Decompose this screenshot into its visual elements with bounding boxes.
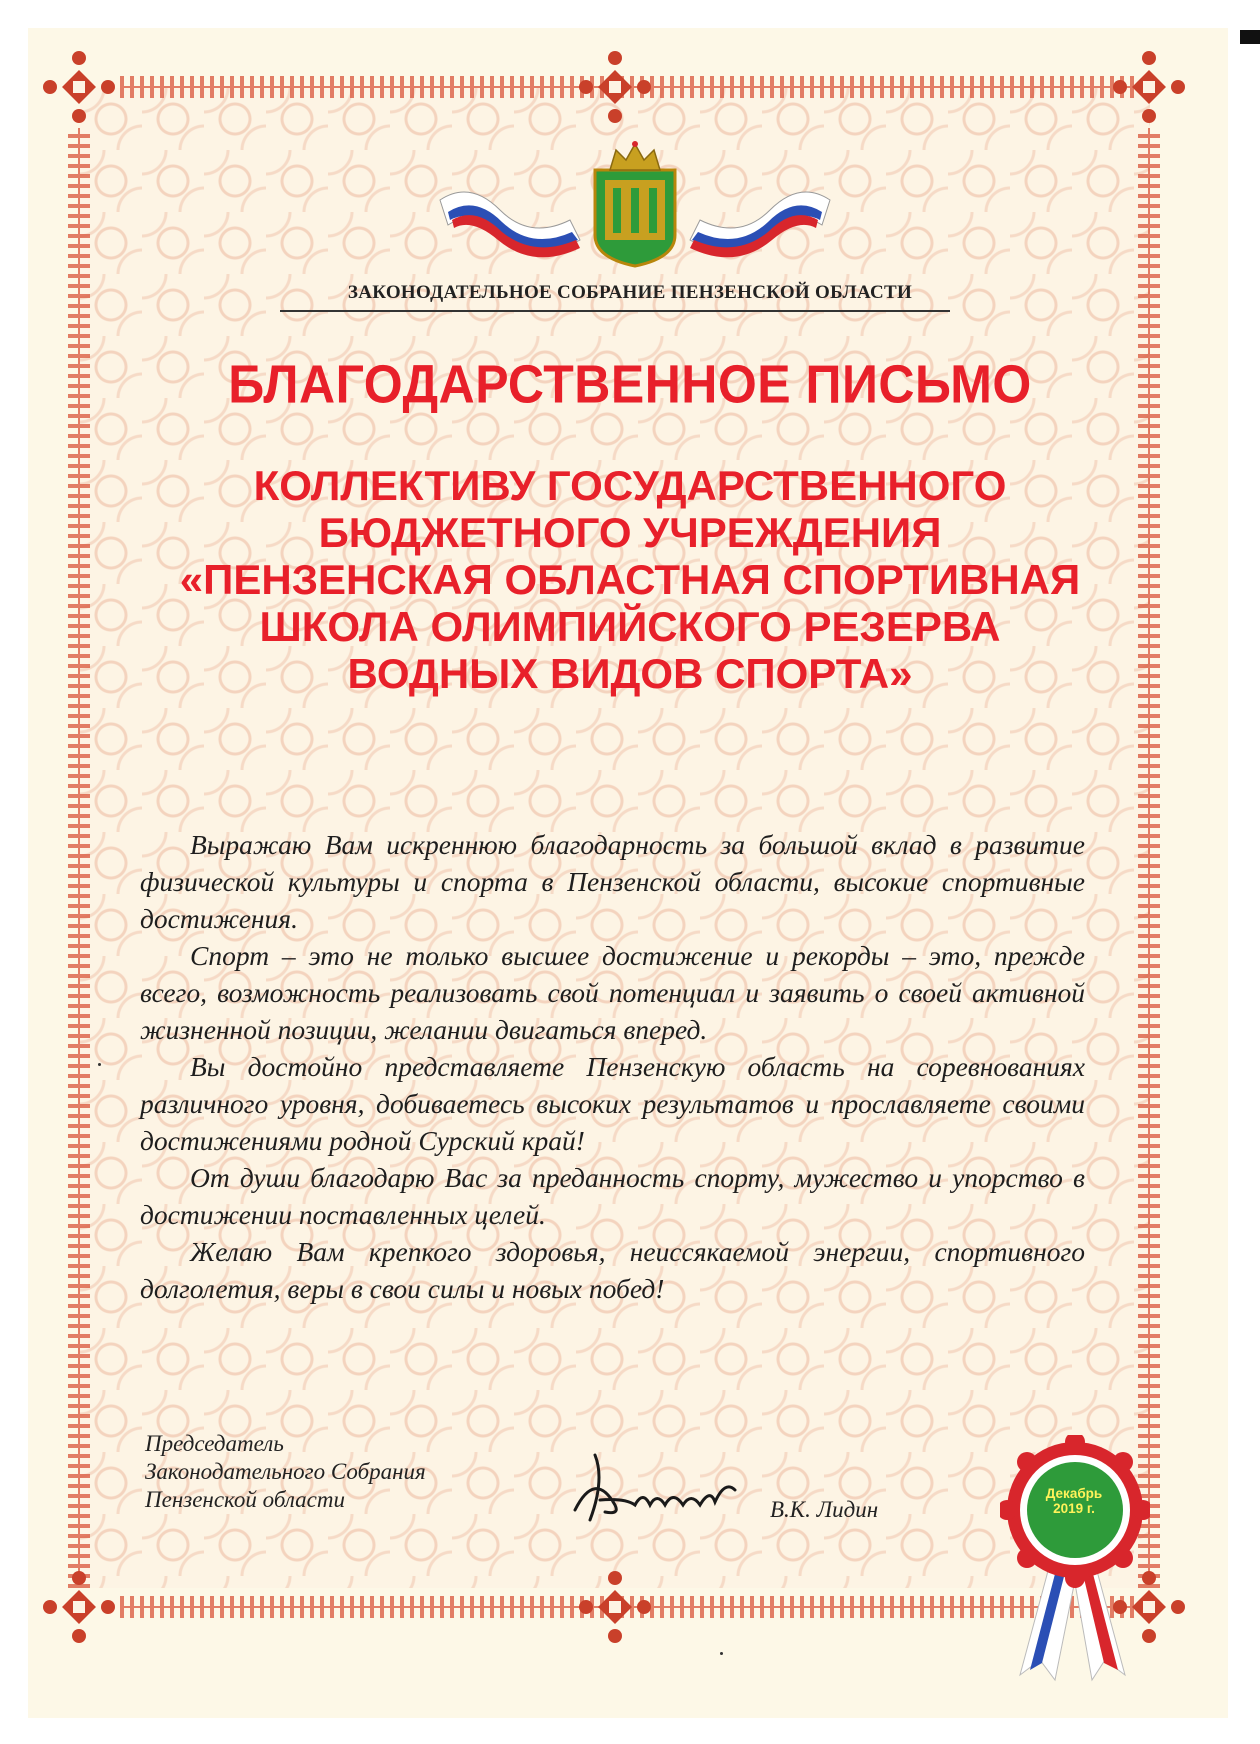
body-paragraph: Желаю Вам крепкого здоровья, неиссякаемой энергии, спортивного долголетия, веры в свои силы и новых побед! — [140, 1236, 1085, 1304]
top-center-ornament-icon — [578, 50, 652, 124]
border-right — [1138, 128, 1160, 1588]
body-paragraph: Спорт – это не только высшее достижение и рекорды – это, прежде всего, возможность реализовать свой потенциал и заявить о своей активной жизненной позиции, желании двигаться вперед. — [140, 940, 1085, 1045]
scan-speck — [98, 1063, 101, 1066]
letter-body — [140, 826, 1085, 1307]
scan-speck — [720, 1652, 723, 1655]
border-left — [68, 128, 90, 1588]
recipient-line: «ПЕНЗЕНСКАЯ ОБЛАСТНАЯ СПОРТИВНАЯ — [179, 556, 1081, 603]
recipient-line: ШКОЛА ОЛИМПИЙСКОГО РЕЗЕРВА — [259, 603, 1001, 650]
signatory-name: В.К. Лидин — [770, 1497, 879, 1522]
signatory-title — [145, 1430, 426, 1514]
coat-of-arms-emblem-icon — [430, 140, 840, 270]
corner-ornament-icon — [42, 50, 116, 124]
body-paragraph: Вы достойно представляете Пензенскую область на соревнованиях различного уровня, добиваетесь высоких результатов и прославляете своими достижениями родной Сурский край! — [140, 1051, 1085, 1156]
document-title: БЛАГОДАРСТВЕННОЕ ПИСЬМО — [228, 353, 1032, 415]
corner-ornament-icon — [1112, 50, 1186, 124]
organization-divider — [280, 310, 950, 312]
recipient-line: КОЛЛЕКТИВУ ГОСУДАРСТВЕННОГО — [253, 462, 1007, 509]
recipient-line: ВОДНЫХ ВИДОВ СПОРТА» — [347, 650, 913, 697]
signatory-title-line: Председатель — [145, 1431, 284, 1456]
rosette-label — [1034, 1486, 1114, 1516]
organization-name: ЗАКОНОДАТЕЛЬНОЕ СОБРАНИЕ ПЕНЗЕНСКОЙ ОБЛАСТИ — [347, 282, 913, 303]
body-paragraph: От души благодарю Вас за преданность спорту, мужество и упорство в достижении поставленных целей. — [140, 1162, 1085, 1230]
signatory-title-line: Пензенской области — [145, 1487, 345, 1512]
rosette-badge-icon — [1000, 1435, 1150, 1685]
signatory-title-line: Законодательного Собрания — [145, 1459, 426, 1484]
recipient-block — [100, 462, 1160, 697]
body-paragraph: Выражаю Вам искреннюю благодарность за большой вклад в развитие физической культуры и спорта в Пензенской области, высокие спортивные достижения. — [140, 829, 1085, 934]
handwritten-signature-icon — [565, 1450, 745, 1530]
recipient-line: БЮДЖЕТНОГО УЧРЕЖДЕНИЯ — [318, 509, 942, 556]
corner-ornament-icon — [42, 1570, 116, 1644]
rosette-month: Декабрь — [1045, 1486, 1103, 1501]
bottom-center-ornament-icon — [578, 1570, 652, 1644]
rosette-year: 2019 г. — [1053, 1501, 1095, 1516]
scan-edge-mark — [1240, 30, 1260, 44]
